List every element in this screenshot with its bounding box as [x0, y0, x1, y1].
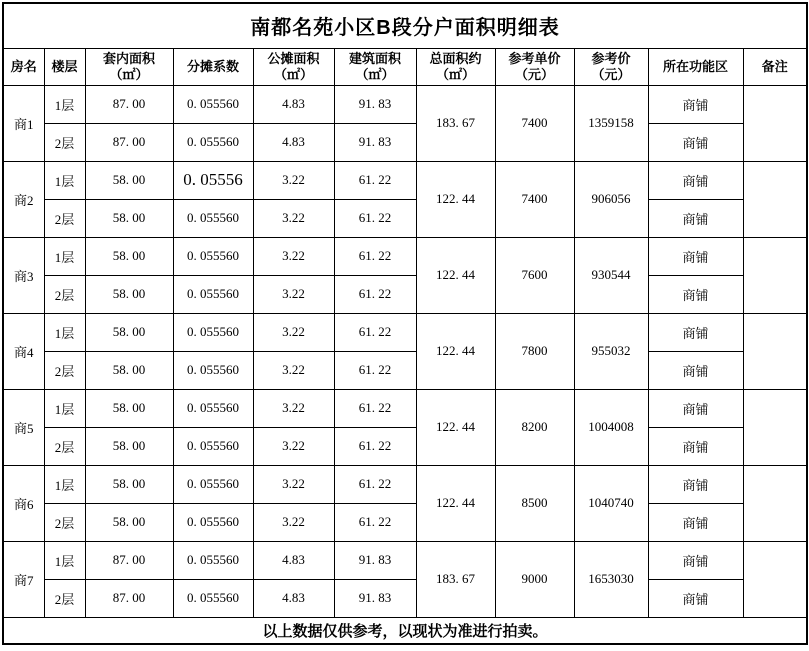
room-cell: 商1 — [3, 85, 44, 161]
coef-cell: 0. 055560 — [173, 85, 253, 123]
coef-cell: 0. 055560 — [173, 465, 253, 503]
shared-area-cell: 3.22 — [253, 275, 334, 313]
table-row — [3, 237, 807, 275]
inner-area-cell: 58. 00 — [85, 313, 173, 351]
zone-cell: 商铺 — [648, 313, 743, 351]
unit-price-cell: 7400 — [495, 85, 574, 161]
col-header-floor: 楼层 — [44, 48, 85, 85]
col-header-room: 房名 — [3, 48, 44, 85]
table-row — [3, 199, 807, 237]
shared-area-cell: 3.22 — [253, 427, 334, 465]
shared-area-cell: 3.22 — [253, 313, 334, 351]
ref-price-cell: 1004008 — [574, 389, 648, 465]
table-row — [3, 123, 807, 161]
header-row — [3, 48, 807, 85]
zone-cell: 商铺 — [648, 579, 743, 617]
built-area-cell: 61. 22 — [334, 503, 416, 541]
room-cell: 商2 — [3, 161, 44, 237]
zone-cell: 商铺 — [648, 85, 743, 123]
inner-area-cell: 58. 00 — [85, 161, 173, 199]
room-cell: 商4 — [3, 313, 44, 389]
ref-price-cell: 906056 — [574, 161, 648, 237]
table-row — [3, 85, 807, 123]
table-row — [3, 503, 807, 541]
inner-area-cell: 58. 00 — [85, 275, 173, 313]
coef-cell: 0. 055560 — [173, 237, 253, 275]
built-area-cell: 61. 22 — [334, 275, 416, 313]
area-detail-table — [2, 2, 808, 645]
zone-cell: 商铺 — [648, 275, 743, 313]
built-area-cell: 61. 22 — [334, 427, 416, 465]
floor-cell: 1层 — [44, 161, 85, 199]
total-area-cell: 122. 44 — [416, 389, 495, 465]
col-header-built-area: 建筑面积 （㎡） — [334, 48, 416, 85]
unit-price-cell: 7800 — [495, 313, 574, 389]
room-cell: 商6 — [3, 465, 44, 541]
total-area-cell: 122. 44 — [416, 313, 495, 389]
coef-cell: 0. 055560 — [173, 199, 253, 237]
built-area-cell: 91. 83 — [334, 85, 416, 123]
inner-area-cell: 87. 00 — [85, 541, 173, 579]
floor-cell: 2层 — [44, 275, 85, 313]
shared-area-cell: 4.83 — [253, 85, 334, 123]
built-area-cell: 61. 22 — [334, 161, 416, 199]
table-row — [3, 161, 807, 199]
built-area-cell: 91. 83 — [334, 123, 416, 161]
ref-price-cell: 930544 — [574, 237, 648, 313]
unit-price-cell: 7600 — [495, 237, 574, 313]
zone-cell: 商铺 — [648, 161, 743, 199]
floor-cell: 2层 — [44, 427, 85, 465]
table-row — [3, 275, 807, 313]
inner-area-cell: 87. 00 — [85, 579, 173, 617]
floor-cell: 1层 — [44, 541, 85, 579]
coef-cell: 0. 055560 — [173, 389, 253, 427]
remark-cell — [743, 389, 807, 465]
table-row — [3, 541, 807, 579]
inner-area-cell: 58. 00 — [85, 199, 173, 237]
table-row — [3, 427, 807, 465]
shared-area-cell: 4.83 — [253, 541, 334, 579]
coef-cell: 0. 055560 — [173, 541, 253, 579]
built-area-cell: 61. 22 — [334, 199, 416, 237]
floor-cell: 2层 — [44, 199, 85, 237]
built-area-cell: 61. 22 — [334, 465, 416, 503]
inner-area-cell: 58. 00 — [85, 389, 173, 427]
inner-area-cell: 87. 00 — [85, 123, 173, 161]
unit-price-cell: 8500 — [495, 465, 574, 541]
inner-area-cell: 58. 00 — [85, 351, 173, 389]
ref-price-cell: 1040740 — [574, 465, 648, 541]
coef-cell: 0. 055560 — [173, 123, 253, 161]
table-title: 南都名苑小区B段分户面积明细表 — [3, 3, 807, 48]
floor-cell: 2层 — [44, 579, 85, 617]
col-header-inner-area: 套内面积 （㎡） — [85, 48, 173, 85]
table-row — [3, 389, 807, 427]
built-area-cell: 91. 83 — [334, 541, 416, 579]
unit-price-cell: 8200 — [495, 389, 574, 465]
floor-cell: 1层 — [44, 237, 85, 275]
shared-area-cell: 3.22 — [253, 351, 334, 389]
zone-cell: 商铺 — [648, 503, 743, 541]
floor-cell: 2层 — [44, 503, 85, 541]
ref-price-cell: 1653030 — [574, 541, 648, 617]
shared-area-cell: 4.83 — [253, 123, 334, 161]
coef-cell: 0. 05556 — [173, 161, 253, 199]
table-row — [3, 351, 807, 389]
remark-cell — [743, 85, 807, 161]
footer-note: 以上数据仅供参考，以现状为准进行拍卖。 — [3, 617, 807, 644]
floor-cell: 1层 — [44, 313, 85, 351]
zone-cell: 商铺 — [648, 389, 743, 427]
room-cell: 商5 — [3, 389, 44, 465]
coef-cell: 0. 055560 — [173, 313, 253, 351]
coef-cell: 0. 055560 — [173, 275, 253, 313]
room-cell: 商7 — [3, 541, 44, 617]
room-cell: 商3 — [3, 237, 44, 313]
zone-cell: 商铺 — [648, 351, 743, 389]
col-header-unit-price: 参考单价 （元） — [495, 48, 574, 85]
ref-price-cell: 1359158 — [574, 85, 648, 161]
col-header-zone: 所在功能区 — [648, 48, 743, 85]
unit-price-cell: 7400 — [495, 161, 574, 237]
shared-area-cell: 3.22 — [253, 465, 334, 503]
inner-area-cell: 87. 00 — [85, 85, 173, 123]
shared-area-cell: 4.83 — [253, 579, 334, 617]
shared-area-cell: 3.22 — [253, 237, 334, 275]
total-area-cell: 183. 67 — [416, 85, 495, 161]
built-area-cell: 91. 83 — [334, 579, 416, 617]
built-area-cell: 61. 22 — [334, 351, 416, 389]
remark-cell — [743, 465, 807, 541]
total-area-cell: 122. 44 — [416, 161, 495, 237]
floor-cell: 1层 — [44, 465, 85, 503]
coef-cell: 0. 055560 — [173, 427, 253, 465]
zone-cell: 商铺 — [648, 199, 743, 237]
shared-area-cell: 3.22 — [253, 199, 334, 237]
floor-cell: 1层 — [44, 85, 85, 123]
inner-area-cell: 58. 00 — [85, 503, 173, 541]
coef-cell: 0. 055560 — [173, 579, 253, 617]
floor-cell: 1层 — [44, 389, 85, 427]
shared-area-cell: 3.22 — [253, 503, 334, 541]
col-header-remark: 备注 — [743, 48, 807, 85]
zone-cell: 商铺 — [648, 465, 743, 503]
zone-cell: 商铺 — [648, 541, 743, 579]
col-header-coefficient: 分摊系数 — [173, 48, 253, 85]
total-area-cell: 122. 44 — [416, 237, 495, 313]
remark-cell — [743, 541, 807, 617]
coef-cell: 0. 055560 — [173, 351, 253, 389]
floor-cell: 2层 — [44, 351, 85, 389]
unit-price-cell: 9000 — [495, 541, 574, 617]
table-row — [3, 579, 807, 617]
coef-cell: 0. 055560 — [173, 503, 253, 541]
inner-area-cell: 58. 00 — [85, 465, 173, 503]
remark-cell — [743, 313, 807, 389]
inner-area-cell: 58. 00 — [85, 427, 173, 465]
shared-area-cell: 3.22 — [253, 389, 334, 427]
built-area-cell: 61. 22 — [334, 389, 416, 427]
table-row — [3, 313, 807, 351]
col-header-shared-area: 公摊面积 （㎡） — [253, 48, 334, 85]
shared-area-cell: 3.22 — [253, 161, 334, 199]
floor-cell: 2层 — [44, 123, 85, 161]
total-area-cell: 183. 67 — [416, 541, 495, 617]
ref-price-cell: 955032 — [574, 313, 648, 389]
total-area-cell: 122. 44 — [416, 465, 495, 541]
built-area-cell: 61. 22 — [334, 313, 416, 351]
zone-cell: 商铺 — [648, 237, 743, 275]
table-row — [3, 465, 807, 503]
remark-cell — [743, 161, 807, 237]
remark-cell — [743, 237, 807, 313]
built-area-cell: 61. 22 — [334, 237, 416, 275]
zone-cell: 商铺 — [648, 123, 743, 161]
col-header-ref-price: 参考价 （元） — [574, 48, 648, 85]
col-header-total-area: 总面积约 （㎡） — [416, 48, 495, 85]
inner-area-cell: 58. 00 — [85, 237, 173, 275]
zone-cell: 商铺 — [648, 427, 743, 465]
